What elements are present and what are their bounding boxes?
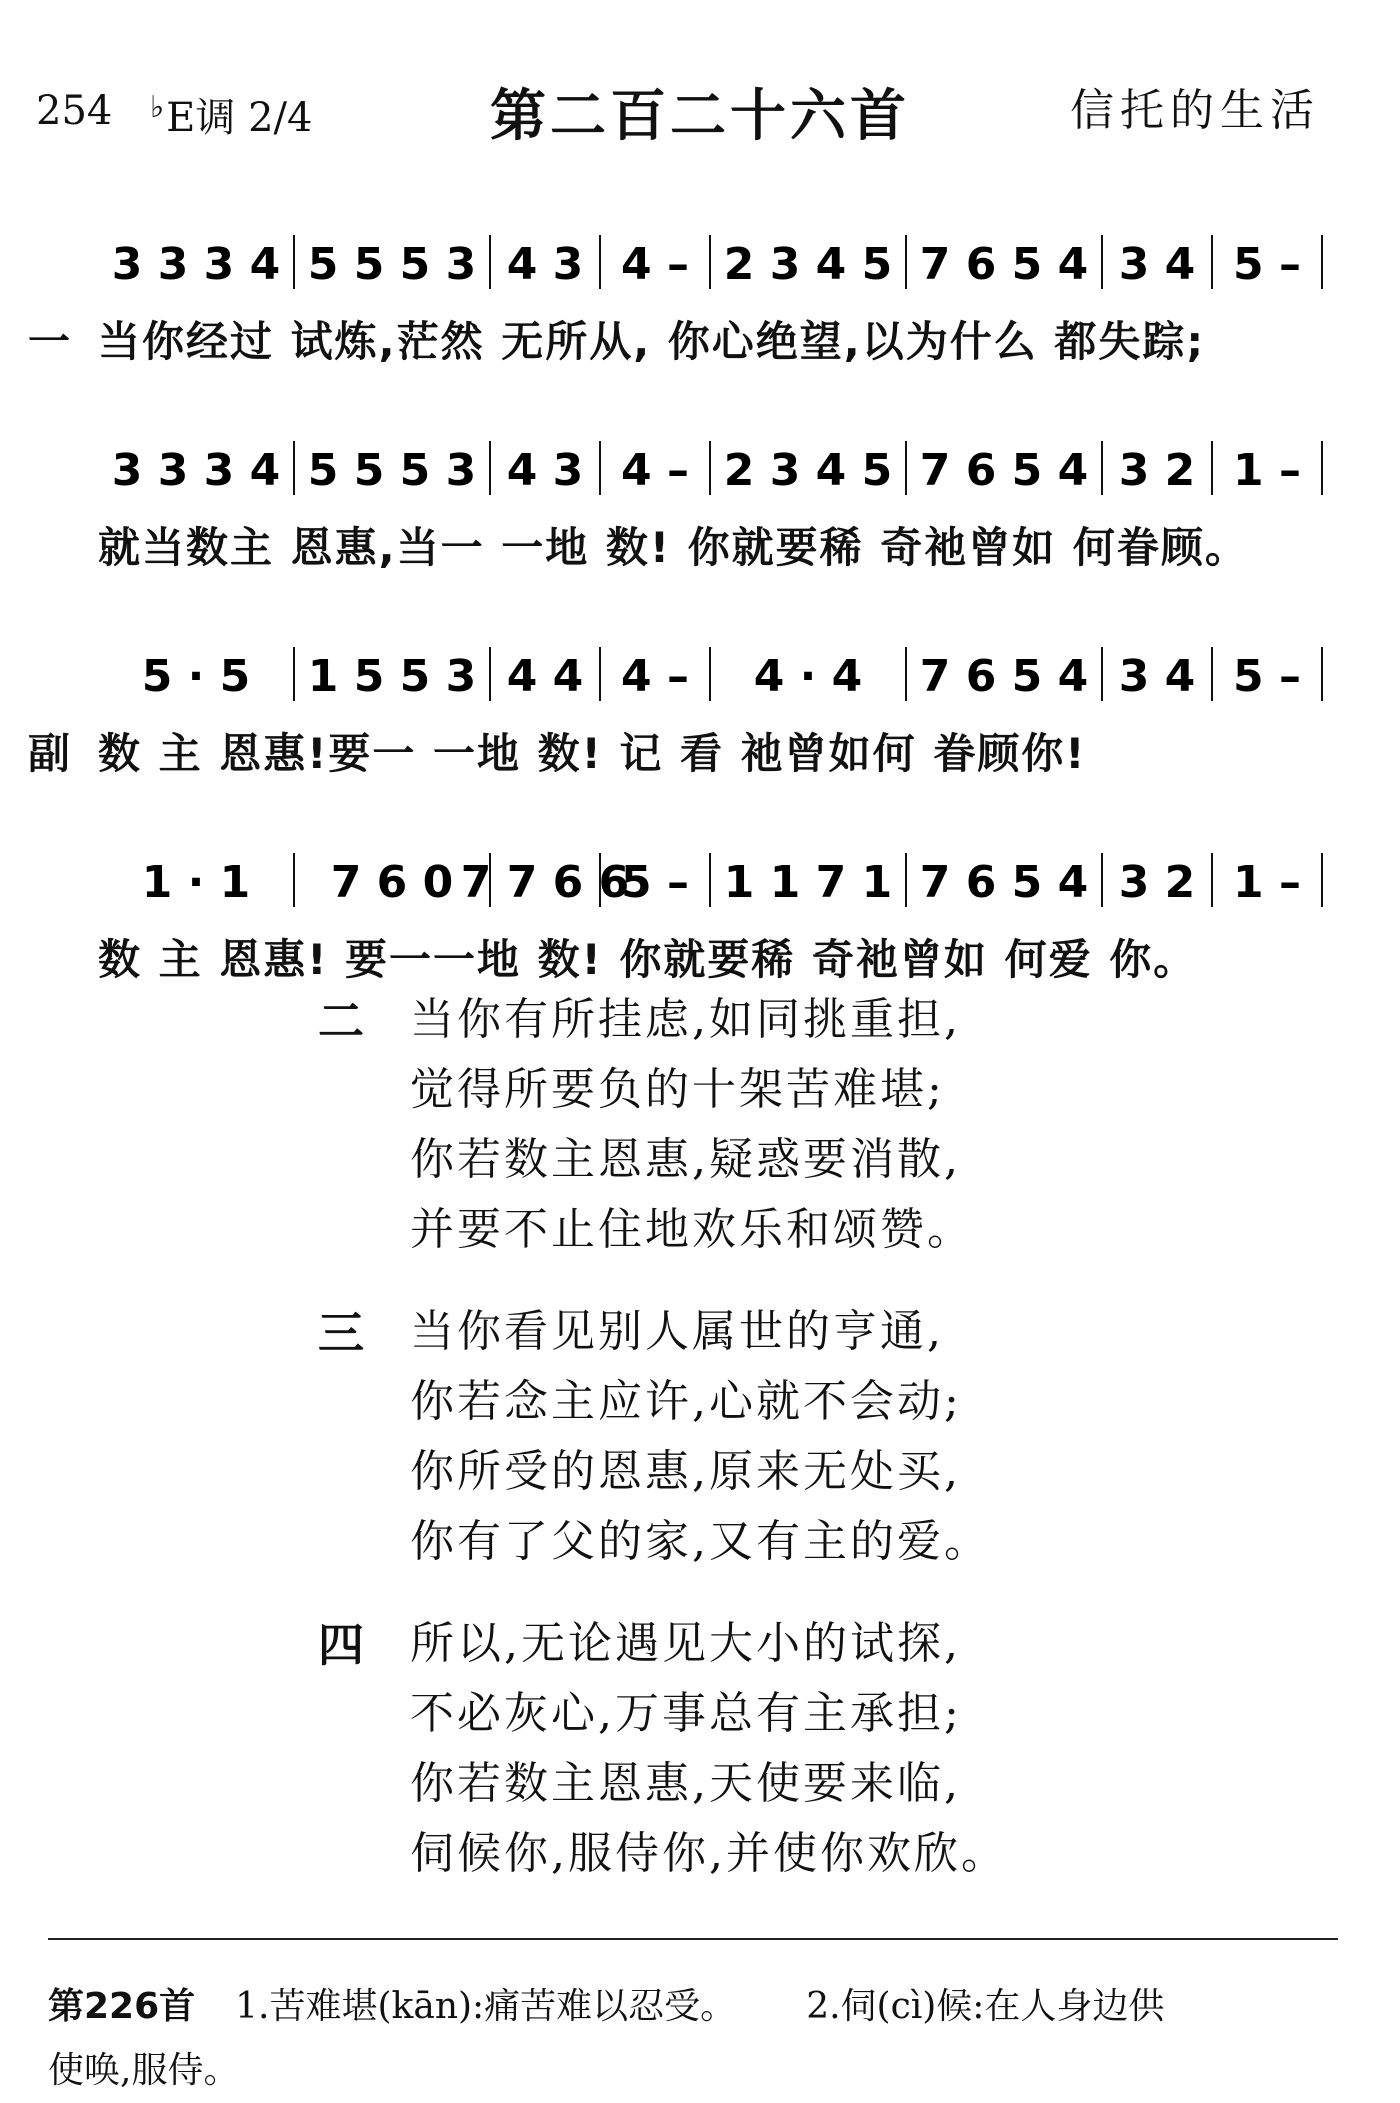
lyric-line: 数 主 恩惠!要一 一地 数! 记 看 祂曾如何 眷顾你! bbox=[98, 729, 1087, 778]
measure-notes: 2 3 4 5 bbox=[723, 239, 893, 290]
verse-line: 你若念主应许,心就不会动; bbox=[410, 1376, 962, 1427]
footnote-label: 第226首 bbox=[48, 1986, 196, 2027]
measure-notes: 5 5 5 3 bbox=[307, 239, 477, 290]
hymn-category: 信托的生活 bbox=[1070, 85, 1320, 136]
measure-notes: 7 7 6 6 bbox=[460, 857, 630, 908]
score-system bbox=[0, 617, 1400, 823]
measure-notes: 5 – bbox=[1233, 651, 1301, 702]
measure-notes: 5 5 5 3 bbox=[307, 445, 477, 496]
verse-line: 当你看见别人属世的亨通, bbox=[410, 1306, 944, 1357]
additional-verses bbox=[318, 985, 1118, 1921]
measure-notes: 7 6 0 bbox=[330, 857, 454, 908]
lyric-line: 当你经过 试炼,茫然 无所从, 你心绝望,以为什么 都失踪; bbox=[98, 317, 1206, 366]
footnote-continuation: 使唤,服侍。 bbox=[48, 2050, 240, 2091]
measure-notes: 3 2 bbox=[1118, 445, 1196, 496]
measure-notes: 5 – bbox=[621, 857, 689, 908]
verse-line: 你有了父的家,又有主的爱。 bbox=[410, 1516, 991, 1567]
measure-notes: 3 4 bbox=[1118, 651, 1196, 702]
notes-row bbox=[98, 845, 1328, 935]
measure-notes: 3 3 3 4 bbox=[111, 239, 281, 290]
measure-notes: 7 6 5 4 bbox=[919, 445, 1089, 496]
measure-notes: 2 3 4 5 bbox=[723, 445, 893, 496]
verse-line: 你所受的恩惠,原来无处买, bbox=[410, 1446, 961, 1497]
measure-notes: 1 1 7 1 bbox=[723, 857, 893, 908]
page-header bbox=[0, 62, 1400, 149]
verse-line: 并要不止住地欢乐和颂赞。 bbox=[410, 1204, 974, 1255]
measure-notes: 4 3 bbox=[506, 239, 584, 290]
measure-notes: 4 – bbox=[621, 651, 689, 702]
verse-block bbox=[318, 985, 1118, 1265]
verse-line: 你若数主恩惠,疑惑要消散, bbox=[410, 1134, 961, 1185]
measure-notes: 3 2 bbox=[1118, 857, 1196, 908]
key-text: E调 2/4 bbox=[166, 95, 313, 141]
verse-label: 副 bbox=[28, 729, 71, 778]
verse-label: 一 bbox=[28, 317, 71, 366]
measure-notes: 5 · 5 bbox=[141, 651, 251, 702]
measure-notes: 3 3 3 4 bbox=[111, 445, 281, 496]
lyric-line: 数 主 恩惠! 要一一地 数! 你就要稀 奇祂曾如 何爱 你。 bbox=[98, 935, 1198, 984]
measure-notes: 4 – bbox=[621, 239, 689, 290]
page-number: 254 bbox=[36, 88, 113, 134]
notes-row bbox=[98, 639, 1328, 729]
verse-line: 你若数主恩惠,天使要来临, bbox=[410, 1758, 961, 1809]
verse-line: 所以,无论遇见大小的试探, bbox=[410, 1618, 961, 1669]
measure-notes: 4 – bbox=[621, 445, 689, 496]
verse-number: 三 bbox=[318, 1306, 364, 1360]
verse-line: 觉得所要负的十架苦难堪; bbox=[410, 1064, 945, 1115]
measure-notes: 4 3 bbox=[506, 445, 584, 496]
notes-row bbox=[98, 433, 1328, 523]
measure-notes: 1 · 1 bbox=[141, 857, 251, 908]
verse-number: 二 bbox=[318, 994, 364, 1048]
verse-block bbox=[318, 1609, 1118, 1889]
verse-block bbox=[318, 1297, 1118, 1577]
lyric-line: 就当数主 恩惠,当一 一地 数! 你就要稀 奇祂曾如 何眷顾。 bbox=[98, 523, 1249, 572]
verse-line: 当你有所挂虑,如同挑重担, bbox=[410, 994, 961, 1045]
score-system bbox=[0, 205, 1400, 411]
measure-notes: 7 6 5 4 bbox=[919, 239, 1089, 290]
measure-notes: 7 6 5 4 bbox=[919, 857, 1089, 908]
score-system bbox=[0, 411, 1400, 617]
numbered-notation-score bbox=[0, 205, 1400, 1029]
measure-notes: 5 – bbox=[1233, 239, 1301, 290]
verse-number: 四 bbox=[318, 1618, 364, 1672]
footnote-divider bbox=[48, 1938, 1338, 1940]
footnote-line bbox=[48, 1975, 1348, 2039]
flat-sign: ♭ bbox=[150, 90, 165, 125]
footnote bbox=[48, 1975, 1348, 2103]
measure-notes: 1 – bbox=[1233, 857, 1301, 908]
verse-line: 不必灰心,万事总有主承担; bbox=[410, 1688, 962, 1739]
measure-notes: 1 – bbox=[1233, 445, 1301, 496]
verse-line: 伺候你,服侍你,并使你欢欣。 bbox=[410, 1828, 1008, 1879]
key-signature bbox=[150, 86, 312, 143]
measure-notes: 4 4 bbox=[506, 651, 584, 702]
notes-row bbox=[98, 227, 1328, 317]
measure-notes: 3 4 bbox=[1118, 239, 1196, 290]
hymn-title: 第二百二十六首 bbox=[490, 84, 910, 149]
footnote-note-1: 1.苦难堪(kān):痛苦难以忍受。 bbox=[235, 1986, 737, 2027]
measure-notes: 7 6 5 4 bbox=[919, 651, 1089, 702]
measure-notes: 4 · 4 bbox=[753, 651, 863, 702]
footnote-note-2: 2.伺(cì)候:在人身边供 bbox=[806, 1986, 1165, 2027]
measure-notes: 1 5 5 3 bbox=[307, 651, 477, 702]
